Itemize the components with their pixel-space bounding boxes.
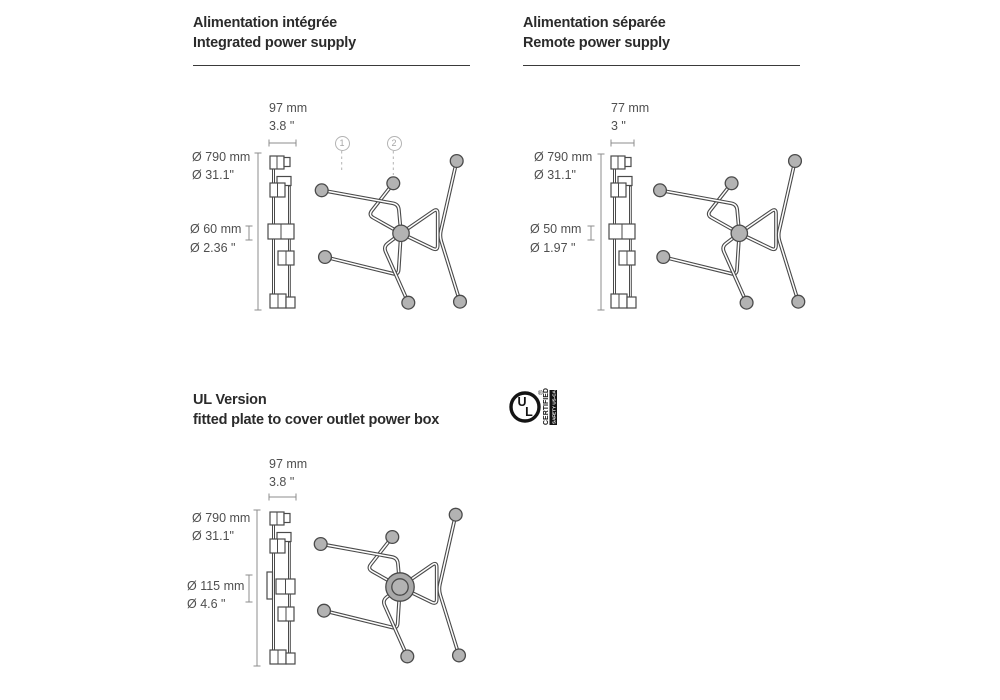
section-remote-title-fr: Alimentation séparée: [523, 15, 666, 31]
dim-hub-diameter-in: Ø 1.97 ": [530, 241, 576, 255]
dim-bracket-width-mm: 97 mm: [269, 457, 308, 471]
callout-1-marker: [335, 136, 350, 151]
dim-plate-diameter-in: Ø 4.6 ": [187, 597, 226, 611]
ul-logo-letter-u: U: [517, 395, 527, 409]
callout-1-label: 1: [339, 137, 345, 148]
ul-logo-certified-text: CERTIFIED: [543, 388, 550, 425]
section-remote-divider: [523, 65, 800, 66]
dim-overall-diameter-in: Ø 31.1": [192, 168, 234, 182]
integrated-callout-leaders: [342, 151, 394, 175]
dim-bracket-width-mm: 97 mm: [269, 101, 308, 115]
callout-2-marker: [387, 136, 402, 151]
dim-bracket-width-mm: 77 mm: [611, 101, 650, 115]
integrated-side-profile: [268, 156, 295, 308]
dim-overall-diameter-mm: Ø 790 mm: [192, 150, 251, 164]
dim-bracket-width-in: 3 ": [611, 119, 626, 133]
ul-side-profile: [267, 512, 295, 664]
ul-logo-letter-l: L: [525, 405, 533, 419]
remote-lamp-front-view: [654, 155, 805, 310]
section-integrated-title-en: Integrated power supply: [193, 35, 356, 51]
dim-bracket-width-in: 3.8 ": [269, 119, 295, 133]
ul-certified-logo-icon: [506, 386, 558, 428]
dim-hub-diameter-in: Ø 2.36 ": [190, 241, 236, 255]
section-integrated-title-fr: Alimentation intégrée: [193, 15, 338, 31]
integrated-lamp-front-view: [315, 155, 466, 310]
ul-logo-safety-text: SAFETY US-CA: [551, 390, 557, 424]
dim-bracket-width-in: 3.8 ": [269, 475, 295, 489]
dim-overall-diameter-mm: Ø 790 mm: [534, 150, 593, 164]
dim-hub-diameter-mm: Ø 50 mm: [530, 222, 582, 236]
section-ul-title: UL Version: [193, 392, 267, 408]
dim-hub-diameter-mm: Ø 60 mm: [190, 222, 242, 236]
dim-overall-diameter-in: Ø 31.1": [192, 529, 234, 543]
dim-overall-diameter-in: Ø 31.1": [534, 168, 576, 182]
section-ul-subtitle: fitted plate to cover outlet power box: [193, 412, 440, 428]
callout-2-label: 2: [391, 137, 397, 148]
section-integrated-divider: [193, 65, 470, 66]
remote-side-profile: [609, 156, 636, 308]
ul-logo-registered-mark: ®: [538, 390, 543, 397]
dim-overall-diameter-mm: Ø 790 mm: [192, 511, 251, 525]
ul-lamp-front-view: [314, 508, 465, 662]
dim-plate-diameter-mm: Ø 115 mm: [187, 579, 245, 593]
section-remote-title-en: Remote power supply: [523, 35, 670, 51]
